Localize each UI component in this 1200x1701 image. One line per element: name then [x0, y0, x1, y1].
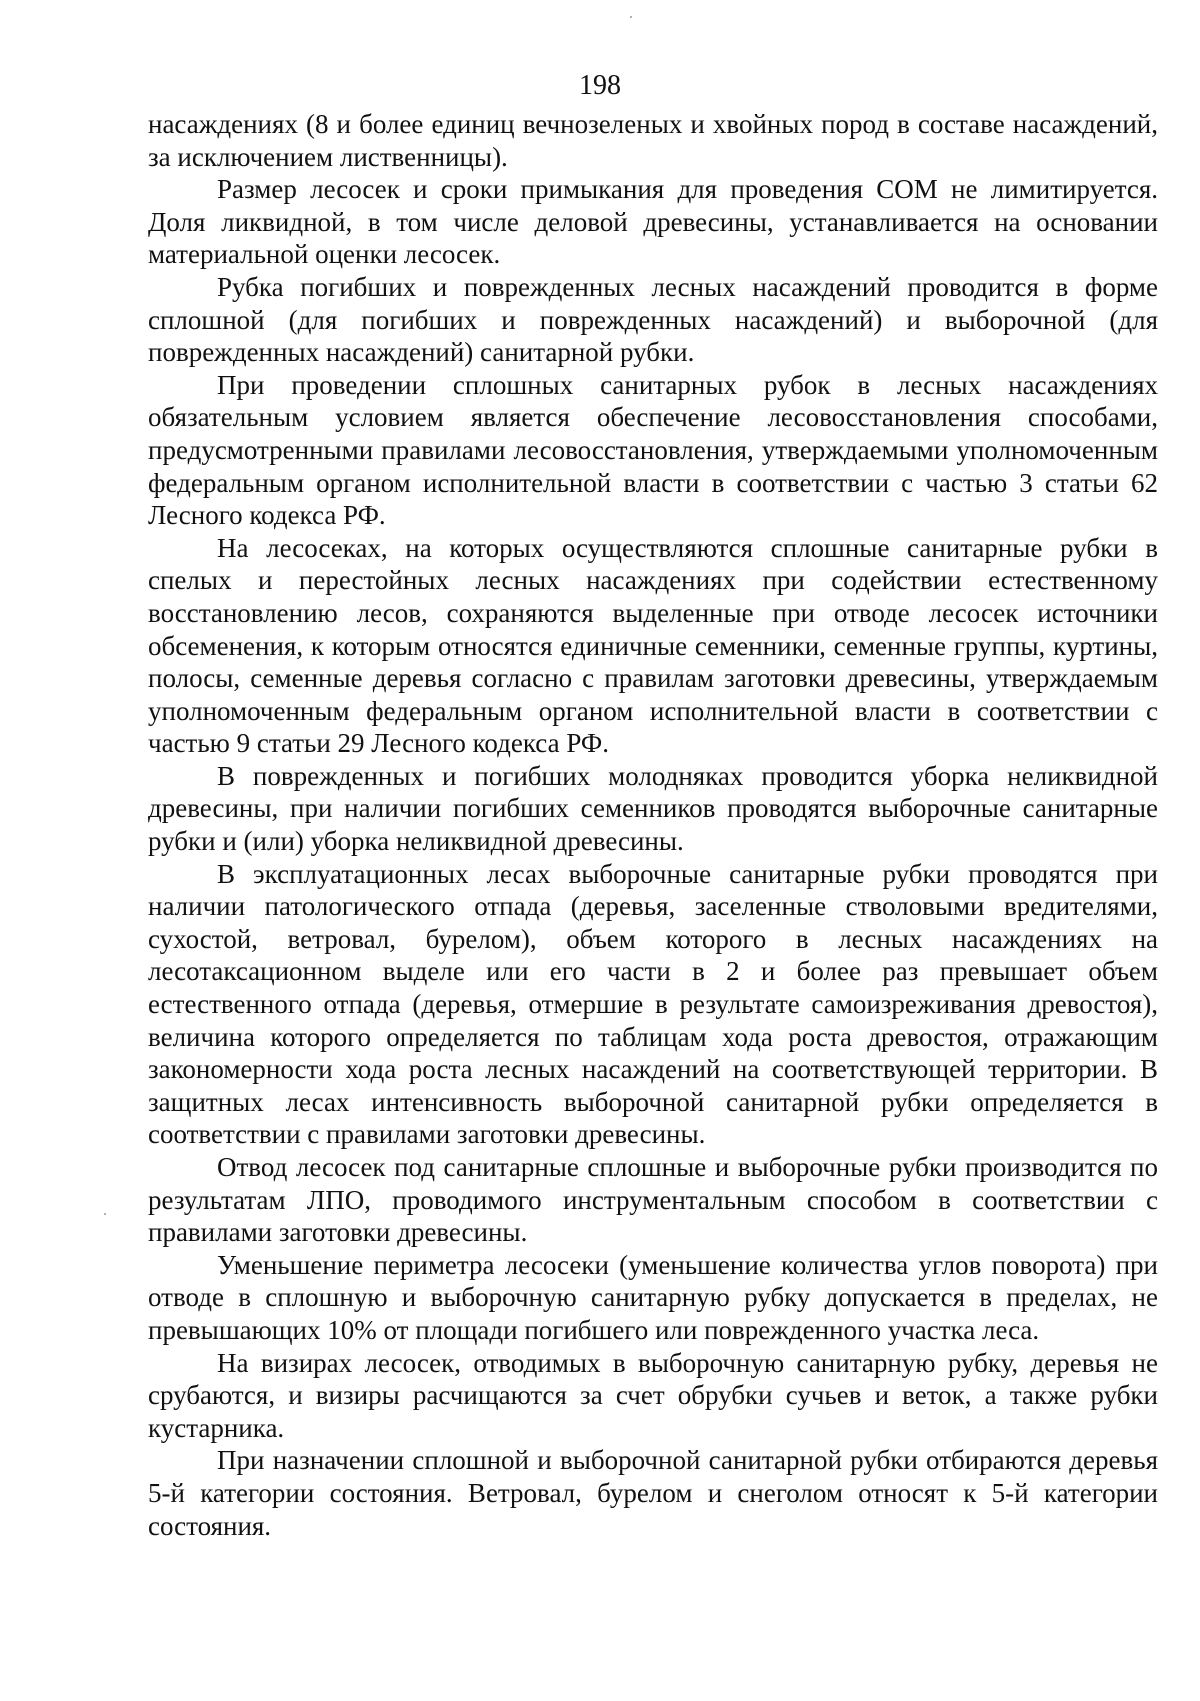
- paragraph-11: При назначении сплошной и выборочной санитарной рубки отбираются деревья 5-й категории состояния. Ветровал, бурелом и снеголом относят к 5-й категории состояния.: [148, 1445, 1158, 1541]
- paragraph-10: На визирах лесосек, отводимых в выборочную санитарную рубку, деревья не срубаются, и визиры расчищаются за счет обрубки сучьев и веток, а также рубки кустарника.: [148, 1347, 1158, 1443]
- paragraph-1: насаждениях (8 и более единиц вечнозеленых и хвойных пород в составе насаждений, за исключением лиственницы).: [148, 109, 1158, 172]
- paragraph-5: На лесосеках, на которых осуществляются сплошные санитарные рубки в спелых и перестойных лесных насаждениях при содействии естественному восстановлению лесов, сохраняются выделенные при отводе лесосек источники обсеменения, к которым относятся единичные семенники, семенные группы, куртины, полосы, семенные деревья согласно с правилам заготовки древесины, утверждаемым уполномоченным федеральным органом исполнительной власти в соответствии с частью 9 статьи 29 Лесного кодекса РФ.: [148, 532, 1158, 759]
- paragraph-9: Уменьшение периметра лесосеки (уменьшение количества углов поворота) при отводе в сплошную и выборочную санитарную рубку допускается в пределах, не превышающих 10% от площади погибшего или поврежденного участка леса.: [148, 1249, 1158, 1345]
- document-body: [148, 108, 1158, 1542]
- paragraph-7: В эксплуатационных лесах выборочные санитарные рубки проводятся при наличии патологического отпада (деревья, заселенные стволовыми вредителями, сухостой, ветровал, бурелом), объем которого в лесных насаждениях на лесотаксационном выделе или его части в 2 и более раз превышает объем естественного отпада (деревья, отмершие в результате самоизреживания древостоя), величина которого определяется по таблицам хода роста древостоя, отражающим закономерности хода роста лесных насаждений на соответствующей территории. В защитных лесах интенсивность выборочной санитарной рубки определяется в соответствии с правилами заготовки древесины.: [148, 858, 1158, 1150]
- scan-speck: [104, 1213, 106, 1215]
- paragraph-2: Размер лесосек и сроки примыкания для проведения СОМ не лимитируется. Доля ликвидной, в том числе деловой древесины, устанавливается на основании материальной оценки лесосек.: [148, 174, 1158, 270]
- scan-speck: [630, 16, 632, 18]
- page-number: 198: [579, 70, 621, 101]
- paragraph-3: Рубка погибших и поврежденных лесных насаждений проводится в форме сплошной (для погибших и поврежденных насаждений) и выборочной (для поврежденных насаждений) санитарной рубки.: [148, 271, 1158, 368]
- paragraph-4: При проведении сплошных санитарных рубок в лесных насаждениях обязательным условием является обеспечение лесовосстановления способами, предусмотренными правилами лесовосстановления, утверждаемыми уполномоченным федеральным органом исполнительной власти в соответствии с частью 3 статьи 62 Лесного кодекса РФ.: [148, 369, 1158, 531]
- paragraph-6: В поврежденных и погибших молодняках проводится уборка неликвидной древесины, при наличии погибших семенников проводятся выборочные санитарные рубки и (или) уборка неликвидной древесины.: [148, 760, 1158, 857]
- paragraph-8: Отвод лесосек под санитарные сплошные и выборочные рубки производится по результатам ЛПО, проводимого инструментальным способом в соответствии с правилами заготовки древесины.: [148, 1152, 1158, 1248]
